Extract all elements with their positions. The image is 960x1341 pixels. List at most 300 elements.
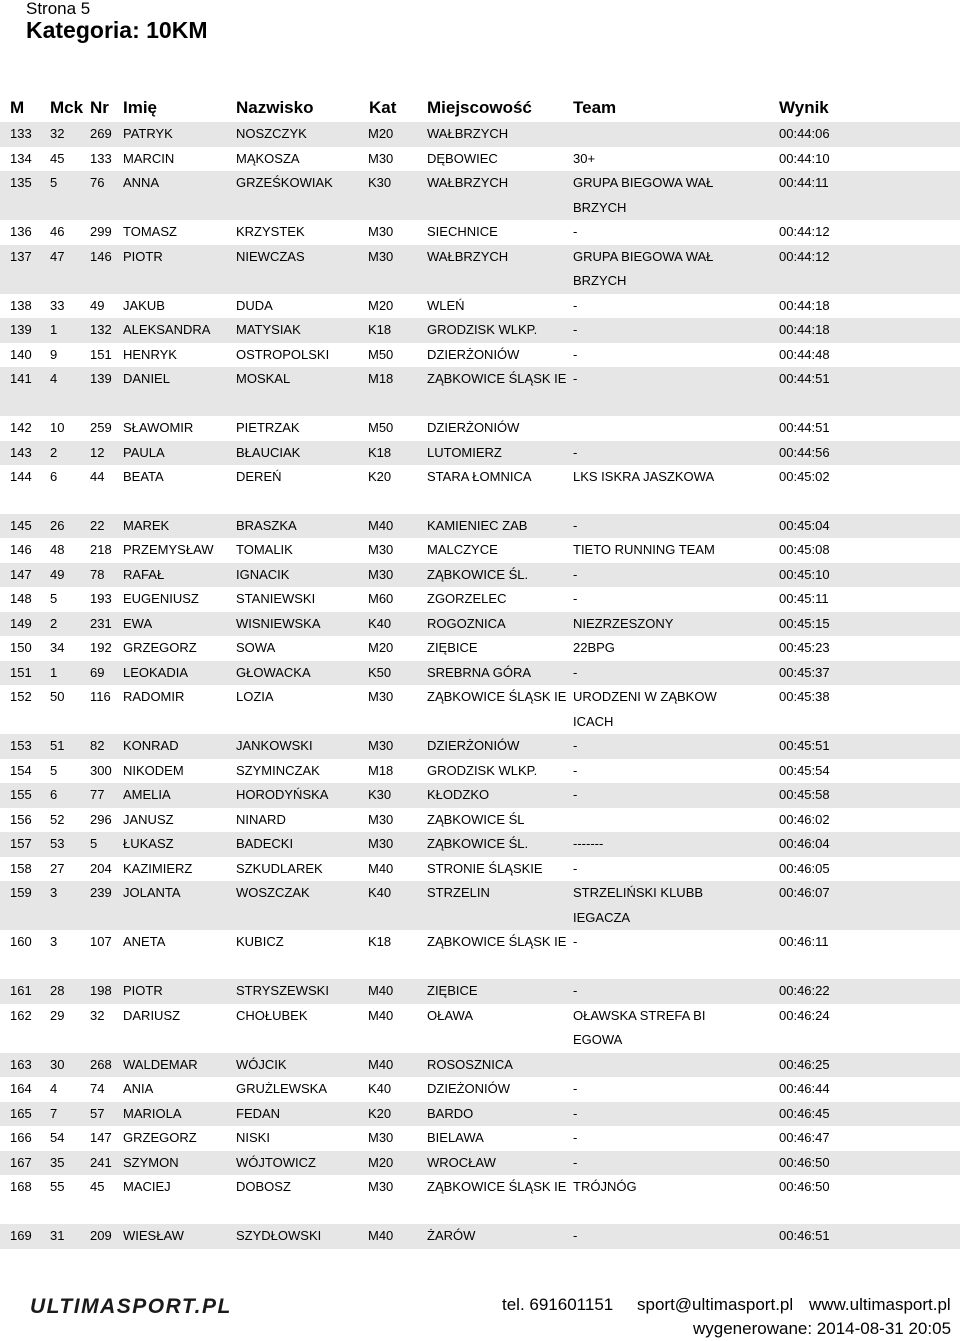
cell-imie: RADOMIR: [123, 689, 185, 704]
cell-nazwisko: NINARD: [236, 811, 286, 827]
table-row: [0, 587, 960, 612]
cell-nazwisko: GŁOWACKA: [236, 664, 311, 680]
cell-mck: 28: [50, 983, 65, 998]
cell-m: 166: [10, 1130, 32, 1145]
table-row: [0, 220, 960, 245]
cell-kat: M30: [368, 248, 394, 264]
cell-m: 139: [10, 322, 32, 337]
cell-m: 154: [10, 762, 32, 778]
cell-nazwisko: MATYSIAK: [236, 322, 301, 337]
cell-mck: 49: [50, 566, 65, 582]
cell-nr: 218: [90, 542, 112, 557]
cell-team: -: [573, 1105, 578, 1121]
cell-miejscowosc: STARA ŁOMNICA: [427, 469, 532, 484]
cell-m: 155: [10, 787, 32, 802]
cell-wynik: 00:46:50: [779, 1154, 830, 1170]
table-row: [0, 1077, 960, 1102]
cell-nazwisko: NOSZCZYK: [236, 126, 307, 141]
cell-imie: EUGENIUSZ: [123, 591, 199, 606]
cell-imie: MARIOLA: [123, 1105, 182, 1121]
cell-m: 157: [10, 836, 32, 851]
cell-team: -: [573, 934, 578, 949]
cell-mck: 34: [50, 640, 65, 655]
cell-nazwisko: LOZIA: [236, 689, 274, 704]
cell-nazwisko: KRZYSTEK: [236, 224, 305, 239]
col-mck: Mck: [50, 98, 84, 117]
cell-miejscowosc: DZIEŻONIÓW: [427, 1081, 511, 1096]
cell-nazwisko: CHOŁUBEK: [236, 1007, 308, 1023]
table-row: [0, 122, 960, 147]
cell-kat: K18: [368, 934, 392, 949]
cell-wynik: 00:46:45: [779, 1105, 830, 1121]
cell-imie: MACIEJ: [123, 1179, 171, 1194]
cell-nazwisko: FEDAN: [236, 1105, 281, 1121]
cell-team: URODZENI W ZĄBKOW ICACH: [573, 689, 717, 729]
cell-miejscowosc: DĘBOWIEC: [427, 150, 498, 166]
cell-miejscowosc: ZIĘBICE: [427, 983, 478, 998]
category-title: Kategoria: 10KM: [26, 17, 208, 43]
cell-imie: WALDEMAR: [123, 1056, 198, 1072]
cell-nazwisko: MOSKAL: [236, 371, 291, 386]
table-row: [0, 661, 960, 686]
cell-team: 22BPG: [573, 640, 615, 655]
cell-nazwisko: BRASZKA: [236, 517, 297, 533]
cell-m: 142: [10, 420, 32, 435]
cell-kat: M30: [368, 836, 394, 851]
cell-nazwisko: SZYMINCZAK: [236, 762, 320, 778]
cell-mck: 55: [50, 1179, 65, 1194]
cell-nr: 151: [90, 346, 112, 362]
cell-miejscowosc: ZIĘBICE: [427, 640, 478, 655]
col-wynik: Wynik: [779, 98, 829, 117]
cell-team: -: [573, 566, 578, 582]
cell-nazwisko: BADECKI: [236, 836, 294, 851]
cell-nr: 296: [90, 811, 112, 827]
col-m: M: [10, 98, 25, 117]
cell-miejscowosc: ROSOSZNICA: [427, 1056, 513, 1072]
cell-imie: BEATA: [123, 469, 164, 484]
cell-imie: GRZEGORZ: [123, 1130, 197, 1145]
cell-team: -: [573, 591, 578, 606]
cell-mck: 35: [50, 1154, 65, 1170]
cell-nazwisko: SZKUDLAREK: [236, 860, 323, 876]
cell-nr: 76: [90, 175, 105, 190]
cell-kat: K40: [368, 1081, 392, 1096]
cell-m: 149: [10, 615, 32, 631]
cell-nr: 300: [90, 762, 112, 778]
cell-nr: 32: [90, 1007, 105, 1023]
cell-team: -: [573, 762, 578, 778]
cell-nr: 193: [90, 591, 112, 606]
cell-wynik: 00:45:38: [779, 689, 830, 704]
cell-m: 161: [10, 983, 32, 998]
cell-kat: M40: [368, 1228, 394, 1243]
cell-kat: M30: [368, 1179, 394, 1194]
cell-nr: 231: [90, 615, 112, 631]
cell-miejscowosc: BARDO: [427, 1105, 474, 1121]
cell-mck: 51: [50, 738, 65, 753]
table-row: [0, 1151, 960, 1176]
cell-wynik: 00:45:02: [779, 469, 830, 484]
cell-nr: 82: [90, 738, 105, 753]
cell-miejscowosc: ZĄBKOWICE ŚLĄSK IE: [427, 689, 567, 704]
cell-kat: M30: [368, 566, 394, 582]
table-row: [0, 1004, 960, 1053]
cell-team: GRUPA BIEGOWA WAŁ BRZYCH: [573, 248, 714, 288]
cell-m: 150: [10, 640, 32, 655]
cell-wynik: 00:44:10: [779, 150, 830, 166]
cell-team: STRZELIŃSKI KLUBB IEGACZA: [573, 885, 704, 925]
cell-nazwisko: TOMALIK: [236, 542, 293, 557]
cell-miejscowosc: WAŁBRZYCH: [427, 175, 509, 190]
cell-m: 143: [10, 444, 32, 460]
cell-wynik: 00:44:06: [779, 126, 830, 141]
cell-kat: M30: [368, 738, 394, 753]
cell-nazwisko: SOWA: [236, 640, 276, 655]
cell-imie: DARIUSZ: [123, 1007, 181, 1023]
cell-imie: ANNA: [123, 175, 160, 190]
cell-nazwisko: WÓJCIK: [236, 1056, 287, 1072]
cell-m: 144: [10, 469, 32, 484]
cell-wynik: 00:44:56: [779, 444, 830, 460]
cell-kat: M40: [368, 1007, 394, 1023]
cell-m: 140: [10, 346, 32, 362]
cell-m: 152: [10, 689, 32, 704]
cell-mck: 2: [50, 444, 58, 460]
cell-team: -: [573, 738, 578, 753]
cell-m: 164: [10, 1081, 32, 1096]
cell-mck: 27: [50, 860, 65, 876]
cell-kat: M40: [368, 860, 394, 876]
table-row: [0, 367, 960, 416]
cell-wynik: 00:44:51: [779, 420, 830, 435]
cell-wynik: 00:46:22: [779, 983, 830, 998]
cell-imie: MAREK: [123, 517, 170, 533]
cell-mck: 26: [50, 517, 65, 533]
cell-nr: 241: [90, 1154, 112, 1170]
cell-team: TIETO RUNNING TEAM: [573, 542, 715, 557]
cell-wynik: 00:44:11: [779, 175, 829, 190]
table-row: [0, 808, 960, 833]
cell-kat: M30: [368, 150, 394, 166]
cell-nazwisko: JANKOWSKI: [236, 738, 313, 753]
table-row: [0, 930, 960, 979]
cell-nr: 133: [90, 150, 112, 166]
cell-nr: 77: [90, 787, 105, 802]
cell-nazwisko: STANIEWSKI: [236, 591, 316, 606]
cell-mck: 9: [50, 346, 58, 362]
cell-wynik: 00:46:04: [779, 836, 830, 851]
cell-imie: HENRYK: [123, 346, 177, 362]
cell-miejscowosc: DZIERŻONIÓW: [427, 738, 520, 753]
cell-miejscowosc: ZĄBKOWICE ŚLĄSK IE: [427, 1179, 567, 1194]
cell-kat: M50: [368, 420, 394, 435]
cell-team: NIEZRZESZONY: [573, 615, 674, 631]
col-nazwisko: Nazwisko: [236, 98, 314, 117]
cell-nr: 44: [90, 469, 105, 484]
cell-wynik: 00:46:07: [779, 885, 830, 900]
cell-team: -: [573, 224, 578, 239]
cell-imie: ANIA: [123, 1081, 154, 1096]
cell-mck: 33: [50, 297, 65, 313]
cell-wynik: 00:45:58: [779, 787, 830, 802]
cell-wynik: 00:45:04: [779, 517, 830, 533]
cell-miejscowosc: LUTOMIERZ: [427, 444, 502, 460]
cell-miejscowosc: ŻARÓW: [427, 1228, 476, 1243]
cell-nr: 192: [90, 640, 112, 655]
cell-mck: 5: [50, 175, 58, 190]
cell-wynik: 00:44:48: [779, 346, 830, 362]
cell-wynik: 00:45:15: [779, 615, 830, 631]
cell-miejscowosc: ZĄBKOWICE ŚLĄSK IE: [427, 371, 567, 386]
cell-nr: 147: [90, 1130, 112, 1145]
cell-kat: M30: [368, 1130, 394, 1145]
cell-kat: K50: [368, 664, 392, 680]
cell-miejscowosc: KAMIENIEC ZAB: [427, 517, 528, 533]
cell-kat: K20: [368, 1105, 392, 1121]
cell-nr: 209: [90, 1228, 112, 1243]
cell-nazwisko: BŁAUCIAK: [236, 444, 301, 460]
cell-m: 147: [10, 566, 32, 582]
cell-imie: SŁAWOMIR: [123, 420, 194, 435]
cell-team: -: [573, 322, 578, 337]
cell-nazwisko: DEREŃ: [236, 469, 282, 484]
cell-miejscowosc: ZĄBKOWICE ŚL: [427, 811, 525, 827]
cell-nr: 45: [90, 1179, 105, 1194]
cell-nazwisko: GRUŻLEWSKA: [236, 1081, 328, 1096]
cell-mck: 2: [50, 615, 58, 631]
cell-wynik: 00:44:51: [779, 371, 830, 386]
table-row: [0, 1126, 960, 1151]
cell-miejscowosc: KŁODZKO: [427, 787, 490, 802]
cell-team: -: [573, 664, 578, 680]
cell-team: -: [573, 1154, 578, 1170]
cell-wynik: 00:45:10: [779, 566, 830, 582]
cell-kat: M40: [368, 517, 394, 533]
table-row: [0, 759, 960, 784]
cell-m: 158: [10, 860, 32, 876]
cell-kat: M20: [368, 126, 394, 141]
footer-generated: wygenerowane: 2014-08-31 20:05: [693, 1319, 952, 1338]
cell-mck: 6: [50, 469, 58, 484]
cell-kat: M40: [368, 983, 394, 998]
cell-kat: M30: [368, 224, 394, 239]
table-row: [0, 538, 960, 563]
cell-mck: 52: [50, 811, 65, 827]
cell-nr: 78: [90, 566, 105, 582]
cell-mck: 10: [50, 420, 65, 435]
cell-wynik: 00:44:18: [779, 322, 830, 337]
cell-nazwisko: DUDA: [236, 297, 273, 313]
cell-wynik: 00:45:37: [779, 664, 830, 680]
table-row: [0, 1175, 960, 1224]
cell-imie: EWA: [123, 615, 153, 631]
cell-wynik: 00:44:12: [779, 248, 830, 264]
cell-nr: 5: [90, 836, 98, 851]
cell-m: 133: [10, 126, 32, 141]
cell-nr: 269: [90, 126, 112, 141]
cell-mck: 31: [50, 1228, 65, 1243]
cell-m: 145: [10, 517, 32, 533]
footer-phone[interactable]: tel. 691601151: [502, 1295, 614, 1314]
results-table: [0, 122, 960, 1249]
table-header: [0, 98, 960, 120]
cell-team: TRÓJNÓG: [573, 1179, 637, 1194]
cell-m: 138: [10, 297, 32, 313]
cell-mck: 4: [50, 1081, 58, 1096]
cell-miejscowosc: WLEŃ: [427, 297, 465, 313]
cell-nazwisko: NIEWCZAS: [236, 248, 305, 264]
cell-mck: 1: [50, 322, 58, 337]
cell-nr: 116: [90, 689, 111, 704]
cell-nr: 204: [90, 860, 112, 876]
cell-miejscowosc: SIECHNICE: [427, 224, 498, 239]
cell-team: GRUPA BIEGOWA WAŁ BRZYCH: [573, 175, 714, 215]
table-row: [0, 416, 960, 441]
cell-imie: LEOKADIA: [123, 664, 189, 680]
cell-team: -: [573, 346, 578, 362]
cell-miejscowosc: OŁAWA: [427, 1007, 473, 1023]
cell-wynik: 00:46:24: [779, 1007, 830, 1023]
cell-team: -: [573, 1228, 578, 1243]
cell-imie: PIOTR: [123, 983, 163, 998]
cell-kat: M30: [368, 811, 394, 827]
cell-m: 159: [10, 885, 32, 900]
table-row: [0, 318, 960, 343]
cell-imie: ALEKSANDRA: [123, 322, 211, 337]
cell-m: 136: [10, 224, 32, 239]
cell-mck: 7: [50, 1105, 58, 1121]
cell-wynik: 00:45:54: [779, 762, 830, 778]
table-row: [0, 783, 960, 808]
cell-imie: PATRYK: [123, 126, 173, 141]
table-row: [0, 1053, 960, 1078]
cell-mck: 48: [50, 542, 65, 557]
col-team: Team: [573, 98, 617, 117]
cell-imie: TOMASZ: [123, 224, 177, 239]
cell-kat: M20: [368, 1154, 394, 1170]
cell-team: -: [573, 444, 578, 460]
cell-nazwisko: WOSZCZAK: [236, 885, 310, 900]
cell-team: -: [573, 787, 578, 802]
cell-nr: 132: [90, 322, 112, 337]
table-row: [0, 563, 960, 588]
footer-website[interactable]: www.ultimasport.pl: [809, 1295, 951, 1314]
cell-mck: 1: [50, 664, 58, 680]
cell-miejscowosc: ZĄBKOWICE ŚLĄSK IE: [427, 934, 567, 949]
cell-wynik: 00:46:05: [779, 860, 830, 876]
cell-kat: K18: [368, 322, 392, 337]
cell-nr: 12: [90, 444, 105, 460]
cell-kat: K40: [368, 885, 392, 900]
table-row: [0, 1224, 960, 1249]
cell-imie: JANUSZ: [123, 811, 174, 827]
cell-kat: M30: [368, 689, 394, 704]
cell-miejscowosc: DZIERŻONIÓW: [427, 346, 520, 362]
cell-nr: 57: [90, 1105, 105, 1121]
cell-team: LKS ISKRA JASZKOWA: [573, 469, 715, 484]
cell-kat: M30: [368, 542, 394, 557]
cell-wynik: 00:46:50: [779, 1179, 830, 1194]
cell-m: 168: [10, 1179, 32, 1194]
cell-m: 165: [10, 1105, 32, 1121]
cell-nr: 268: [90, 1056, 112, 1072]
cell-m: 169: [10, 1228, 32, 1243]
cell-wynik: 00:46:11: [779, 934, 829, 949]
cell-kat: M40: [368, 1056, 394, 1072]
cell-nazwisko: PIETRZAK: [236, 420, 300, 435]
cell-kat: M18: [368, 371, 394, 386]
cell-imie: ANETA: [123, 934, 166, 949]
cell-mck: 54: [50, 1130, 65, 1145]
cell-imie: DANIEL: [123, 371, 170, 386]
cell-imie: WIESŁAW: [123, 1228, 184, 1243]
cell-nazwisko: IGNACIK: [236, 566, 290, 582]
table-row: [0, 171, 960, 220]
footer-email[interactable]: sport@ultimasport.pl: [637, 1295, 794, 1314]
cell-nazwisko: STRYSZEWSKI: [236, 983, 329, 998]
cell-m: 167: [10, 1154, 32, 1170]
cell-nr: 139: [90, 371, 112, 386]
cell-team: -: [573, 983, 578, 998]
cell-miejscowosc: STRZELIN: [427, 885, 490, 900]
cell-mck: 50: [50, 689, 65, 704]
cell-miejscowosc: ZĄBKOWICE ŚL.: [427, 836, 529, 851]
cell-wynik: 00:44:18: [779, 297, 830, 313]
logo-text: ULTIMASPORT.PL: [30, 1296, 232, 1316]
cell-imie: ŁUKASZ: [123, 836, 174, 851]
cell-miejscowosc: GRODZISK WLKP.: [427, 322, 538, 337]
cell-miejscowosc: ROGOZNICA: [427, 615, 506, 631]
table-row: [0, 294, 960, 319]
cell-nazwisko: WISNIEWSKA: [236, 615, 321, 631]
cell-kat: M50: [368, 346, 394, 362]
cell-m: 141: [10, 371, 32, 386]
cell-miejscowosc: BIELAWA: [427, 1130, 484, 1145]
cell-mck: 5: [50, 591, 58, 606]
cell-team: -: [573, 517, 578, 533]
cell-m: 160: [10, 934, 32, 949]
cell-nazwisko: MĄKOSZA: [236, 150, 300, 166]
cell-miejscowosc: WAŁBRZYCH: [427, 248, 509, 264]
cell-miejscowosc: WAŁBRZYCH: [427, 126, 509, 141]
cell-imie: JAKUB: [123, 297, 165, 313]
cell-mck: 6: [50, 787, 58, 802]
table-row: [0, 441, 960, 466]
table-row: [0, 881, 960, 930]
cell-kat: K30: [368, 175, 392, 190]
cell-mck: 29: [50, 1007, 65, 1023]
cell-imie: PIOTR: [123, 248, 163, 264]
cell-miejscowosc: DZIERŻONIÓW: [427, 420, 520, 435]
cell-m: 135: [10, 175, 32, 190]
cell-team: -: [573, 297, 578, 313]
cell-nazwisko: OSTROPOLSKI: [236, 346, 330, 362]
table-row: [0, 857, 960, 882]
cell-mck: 32: [50, 126, 65, 141]
cell-m: 162: [10, 1007, 32, 1023]
cell-m: 163: [10, 1056, 32, 1072]
cell-nr: 146: [90, 248, 112, 264]
cell-imie: NIKODEM: [123, 762, 184, 778]
cell-miejscowosc: ZĄBKOWICE ŚL.: [427, 566, 529, 582]
cell-miejscowosc: MALCZYCE: [427, 542, 498, 557]
table-row: [0, 343, 960, 368]
table-row: [0, 147, 960, 172]
cell-wynik: 00:46:47: [779, 1130, 830, 1145]
cell-m: 151: [10, 664, 32, 680]
cell-mck: 3: [50, 885, 58, 900]
